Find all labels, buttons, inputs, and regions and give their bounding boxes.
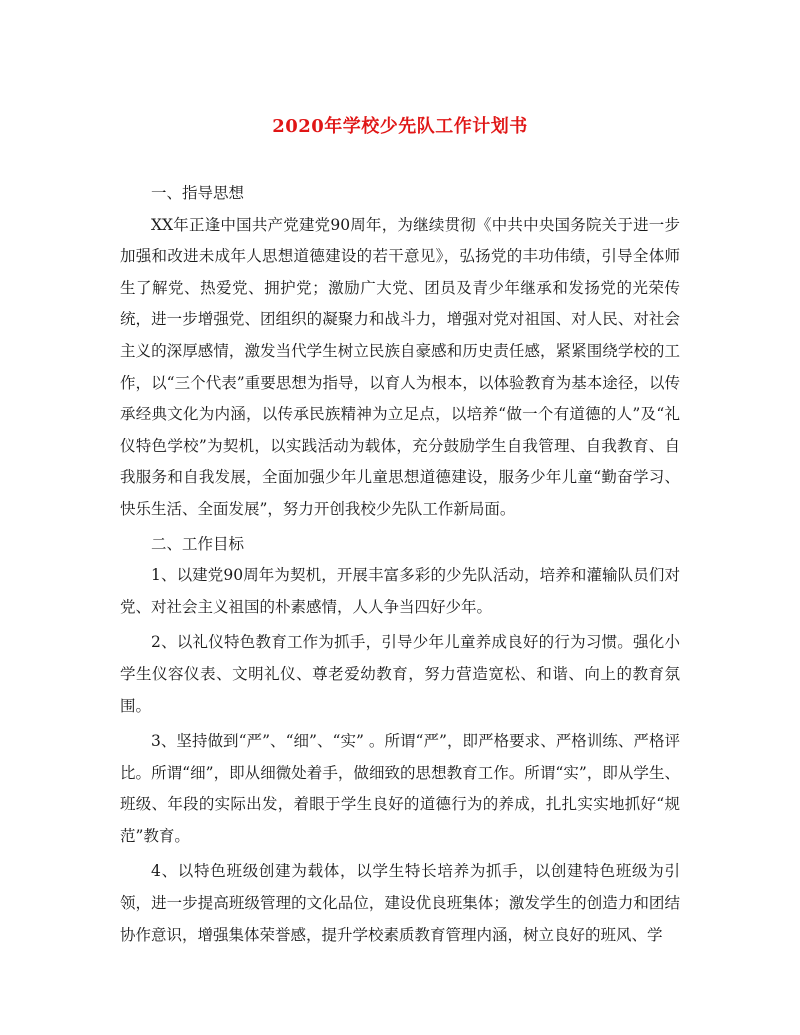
section-heading-work-goals: 二、工作目标 xyxy=(151,534,245,553)
document-title: 2020年学校少先队工作计划书 xyxy=(272,116,528,137)
section-heading-guiding-thought: 一、指导思想 xyxy=(151,184,245,202)
paragraph-goal-1: 1、以建党90周年为契机，开展丰富多彩的少先队活动，培养和灌输队员们对党、对社会主义祖国的朴素感情，人人争当四好少年。 xyxy=(120,566,680,616)
document-body xyxy=(120,178,680,951)
paragraph-guiding-thought: XX年正逢中国共产党建党90周年，为继续贯彻《中共中央国务院关于进一步加强和改进未成年人思想道德建设的若干意见》，弘扬党的丰功伟绩，引导全体师生了解党、热爱党、拥护党；激励广大党、团员及青少年继承和发扬党的光荣传统，进一步增强党、团组织的凝聚力和战斗力，增强对党对祖国、对人民、对社会主义的深厚感情，激发当代学生树立民族自豪感和历史责任感，紧紧围绕学校的工作，以“三个代表”重要思想为指导，以育人为根本，以体验教育为基本途径，以传承经典文化为内涵，以传承民族精神为立足点，以培养“做一个有道德的人”及“礼仪特色学校”为契机，以实践活动为载体，充分鼓励学生自我管理、自我教育、自我服务和自我发展，全面加强少年儿童思想道德建设，服务少年儿童“勤奋学习、快乐生活、全面发展”，努力开创我校少先队工作新局面。 xyxy=(120,215,680,518)
paragraph-goal-4: 4、以特色班级创建为载体，以学生特长培养为抓手，以创建特色班级为引领，进一步提高班级管理的文化品位，建设优良班集体；激发学生的创造力和团结协作意识，增强集体荣誉感，提升学校素质教育管理内涵，树立良好的班风、学 xyxy=(120,862,680,944)
paragraph-goal-2: 2、以礼仪特色教育工作为抓手，引导少年儿童养成良好的行为习惯。强化小学生仪容仪表、文明礼仪、尊老爱幼教育，努力营造宽松、和谐、向上的教育氛围。 xyxy=(120,633,680,715)
paragraph-goal-3: 3、坚持做到“严”、“细”、“实” 。所谓“严”，即严格要求、严格训练、严格评比。所谓“细”，即从细微处着手，做细致的思想教育工作。所谓“实”，即从学生、班级、年段的实际出发，着眼于学生良好的道德行为的养成，扎扎实实地抓好“规范”教育。 xyxy=(120,732,680,845)
